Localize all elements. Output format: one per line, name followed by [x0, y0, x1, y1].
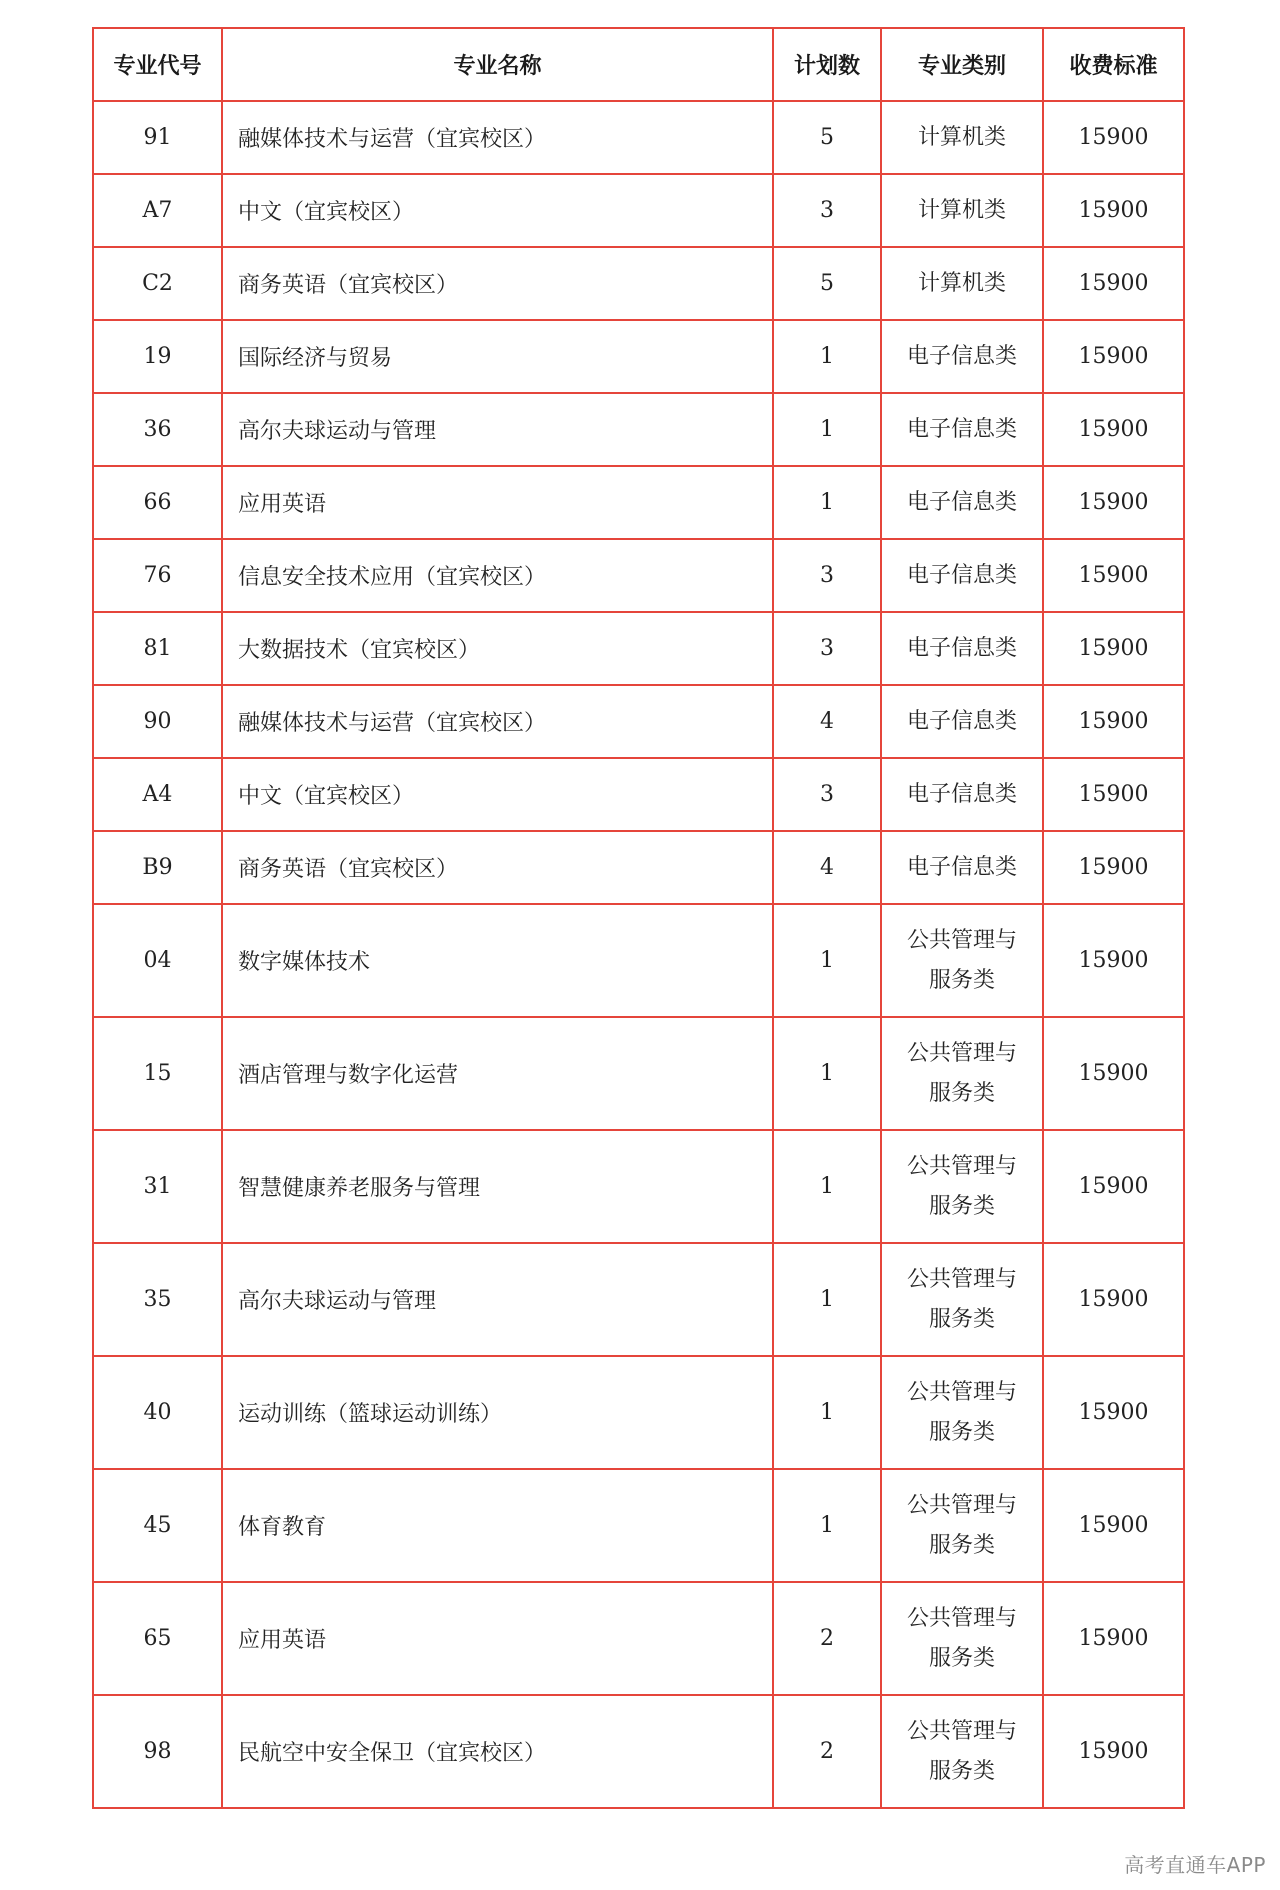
plan-count-cell: 3 — [773, 539, 881, 612]
major-category-cell — [881, 904, 1043, 1017]
major-category-cell — [881, 101, 1043, 174]
major-category-line: 公共管理与 — [906, 1718, 1017, 1744]
major-category-cell — [881, 1243, 1043, 1356]
major-category-line: 电子信息类 — [906, 562, 1017, 588]
major-category-cell — [881, 1582, 1043, 1695]
table-row — [93, 1356, 1184, 1469]
major-name-cell: 融媒体技术与运营（宜宾校区） — [222, 101, 773, 174]
major-name-cell: 中文（宜宾校区） — [222, 174, 773, 247]
major-category-line: 计算机类 — [917, 197, 1006, 223]
major-category-line: 公共管理与 — [906, 927, 1017, 953]
table-row — [93, 758, 1184, 831]
plan-count-cell: 1 — [773, 1130, 881, 1243]
major-category-cell — [881, 685, 1043, 758]
table-row — [93, 393, 1184, 466]
major-category-line: 电子信息类 — [906, 635, 1017, 661]
major-name-cell: 高尔夫球运动与管理 — [222, 1243, 773, 1356]
major-name-cell: 信息安全技术应用（宜宾校区） — [222, 539, 773, 612]
major-name-cell: 民航空中安全保卫（宜宾校区） — [222, 1695, 773, 1808]
fee-standard-cell: 15900 — [1043, 904, 1184, 1017]
major-category-line: 服务类 — [928, 1758, 995, 1784]
major-code-cell: 15 — [93, 1017, 222, 1130]
major-category-line: 电子信息类 — [906, 854, 1017, 880]
major-code-cell: 66 — [93, 466, 222, 539]
major-category-line: 电子信息类 — [906, 416, 1017, 442]
fee-standard-cell: 15900 — [1043, 1130, 1184, 1243]
major-name-cell: 应用英语 — [222, 466, 773, 539]
major-category-line: 服务类 — [928, 1193, 995, 1219]
table-row — [93, 320, 1184, 393]
table-row — [93, 1017, 1184, 1130]
fee-standard-cell: 15900 — [1043, 174, 1184, 247]
major-name-cell: 商务英语（宜宾校区） — [222, 247, 773, 320]
table-row — [93, 904, 1184, 1017]
enrollment-plan-table — [92, 27, 1185, 1809]
plan-count-cell: 1 — [773, 320, 881, 393]
major-code-cell: 19 — [93, 320, 222, 393]
fee-standard-cell: 15900 — [1043, 1017, 1184, 1130]
plan-count-cell: 3 — [773, 612, 881, 685]
plan-count-cell: 3 — [773, 758, 881, 831]
major-code-cell: 04 — [93, 904, 222, 1017]
table-row — [93, 1582, 1184, 1695]
major-category-line: 公共管理与 — [906, 1379, 1017, 1405]
major-name-cell: 高尔夫球运动与管理 — [222, 393, 773, 466]
major-code-cell: 76 — [93, 539, 222, 612]
major-category-line: 公共管理与 — [906, 1492, 1017, 1518]
plan-count-cell: 5 — [773, 101, 881, 174]
major-category-line: 电子信息类 — [906, 489, 1017, 515]
major-code-cell: 31 — [93, 1130, 222, 1243]
major-category-cell — [881, 1469, 1043, 1582]
table-row — [93, 466, 1184, 539]
fee-standard-cell: 15900 — [1043, 539, 1184, 612]
major-category-cell — [881, 320, 1043, 393]
major-code-cell: 40 — [93, 1356, 222, 1469]
fee-standard-cell: 15900 — [1043, 393, 1184, 466]
major-category-cell — [881, 612, 1043, 685]
major-category-line: 服务类 — [928, 1645, 995, 1671]
major-name-cell: 运动训练（篮球运动训练） — [222, 1356, 773, 1469]
major-name-cell: 酒店管理与数字化运营 — [222, 1017, 773, 1130]
major-category-line: 公共管理与 — [906, 1266, 1017, 1292]
major-category-cell — [881, 539, 1043, 612]
major-category-line: 服务类 — [928, 1419, 995, 1445]
table-row — [93, 1469, 1184, 1582]
header-major-code: 专业代号 — [93, 28, 222, 101]
plan-count-cell: 1 — [773, 393, 881, 466]
major-code-cell: B9 — [93, 831, 222, 904]
major-category-cell — [881, 1695, 1043, 1808]
major-category-line: 电子信息类 — [906, 781, 1017, 807]
major-name-cell: 大数据技术（宜宾校区） — [222, 612, 773, 685]
fee-standard-cell: 15900 — [1043, 1243, 1184, 1356]
header-fee-standard: 收费标准 — [1043, 28, 1184, 101]
fee-standard-cell: 15900 — [1043, 1695, 1184, 1808]
table-row — [93, 1243, 1184, 1356]
table-body — [93, 101, 1184, 1808]
major-code-cell: 90 — [93, 685, 222, 758]
major-category-cell — [881, 393, 1043, 466]
major-name-cell: 商务英语（宜宾校区） — [222, 831, 773, 904]
major-category-line: 公共管理与 — [906, 1153, 1017, 1179]
plan-count-cell: 3 — [773, 174, 881, 247]
major-code-cell: 98 — [93, 1695, 222, 1808]
major-category-line: 公共管理与 — [906, 1040, 1017, 1066]
major-code-cell: A7 — [93, 174, 222, 247]
table-row — [93, 831, 1184, 904]
plan-count-cell: 2 — [773, 1582, 881, 1695]
plan-count-cell: 2 — [773, 1695, 881, 1808]
major-category-cell — [881, 174, 1043, 247]
fee-standard-cell: 15900 — [1043, 831, 1184, 904]
fee-standard-cell: 15900 — [1043, 758, 1184, 831]
major-category-cell — [881, 758, 1043, 831]
plan-count-cell: 1 — [773, 466, 881, 539]
major-name-cell: 中文（宜宾校区） — [222, 758, 773, 831]
fee-standard-cell: 15900 — [1043, 247, 1184, 320]
major-category-cell — [881, 247, 1043, 320]
major-category-cell — [881, 831, 1043, 904]
major-category-cell — [881, 1130, 1043, 1243]
plan-count-cell: 4 — [773, 831, 881, 904]
table-row — [93, 1695, 1184, 1808]
table-row — [93, 247, 1184, 320]
major-category-cell — [881, 466, 1043, 539]
table-row — [93, 685, 1184, 758]
major-code-cell: 45 — [93, 1469, 222, 1582]
plan-count-cell: 5 — [773, 247, 881, 320]
major-category-line: 计算机类 — [917, 124, 1006, 150]
major-code-cell: C2 — [93, 247, 222, 320]
fee-standard-cell: 15900 — [1043, 685, 1184, 758]
fee-standard-cell: 15900 — [1043, 612, 1184, 685]
major-name-cell: 国际经济与贸易 — [222, 320, 773, 393]
plan-count-cell: 4 — [773, 685, 881, 758]
major-code-cell: 81 — [93, 612, 222, 685]
fee-standard-cell: 15900 — [1043, 1356, 1184, 1469]
plan-count-cell: 1 — [773, 1469, 881, 1582]
fee-standard-cell: 15900 — [1043, 1582, 1184, 1695]
major-category-cell — [881, 1017, 1043, 1130]
fee-standard-cell: 15900 — [1043, 101, 1184, 174]
enrollment-plan-table-container — [92, 27, 1183, 1809]
plan-count-cell: 1 — [773, 1243, 881, 1356]
table-row — [93, 539, 1184, 612]
major-code-cell: 36 — [93, 393, 222, 466]
major-category-cell — [881, 1356, 1043, 1469]
header-major-name: 专业名称 — [222, 28, 773, 101]
fee-standard-cell: 15900 — [1043, 320, 1184, 393]
header-major-category: 专业类别 — [881, 28, 1043, 101]
fee-standard-cell: 15900 — [1043, 466, 1184, 539]
major-category-line: 计算机类 — [917, 270, 1006, 296]
major-category-line: 公共管理与 — [906, 1605, 1017, 1631]
major-name-cell: 智慧健康养老服务与管理 — [222, 1130, 773, 1243]
watermark-text: 高考直通车APP — [1124, 1853, 1266, 1877]
major-name-cell: 融媒体技术与运营（宜宾校区） — [222, 685, 773, 758]
major-code-cell: 91 — [93, 101, 222, 174]
header-plan-count: 计划数 — [773, 28, 881, 101]
major-name-cell: 数字媒体技术 — [222, 904, 773, 1017]
major-code-cell: 35 — [93, 1243, 222, 1356]
major-name-cell: 体育教育 — [222, 1469, 773, 1582]
major-category-line: 服务类 — [928, 1532, 995, 1558]
table-row — [93, 612, 1184, 685]
plan-count-cell: 1 — [773, 904, 881, 1017]
major-category-line: 服务类 — [928, 967, 995, 993]
table-header-row — [93, 28, 1184, 101]
major-category-line: 电子信息类 — [906, 708, 1017, 734]
major-category-line: 服务类 — [928, 1306, 995, 1332]
table-row — [93, 174, 1184, 247]
fee-standard-cell: 15900 — [1043, 1469, 1184, 1582]
major-code-cell: A4 — [93, 758, 222, 831]
major-name-cell: 应用英语 — [222, 1582, 773, 1695]
table-row — [93, 101, 1184, 174]
major-category-line: 服务类 — [928, 1080, 995, 1106]
major-code-cell: 65 — [93, 1582, 222, 1695]
major-category-line: 电子信息类 — [906, 343, 1017, 369]
table-row — [93, 1130, 1184, 1243]
plan-count-cell: 1 — [773, 1356, 881, 1469]
plan-count-cell: 1 — [773, 1017, 881, 1130]
